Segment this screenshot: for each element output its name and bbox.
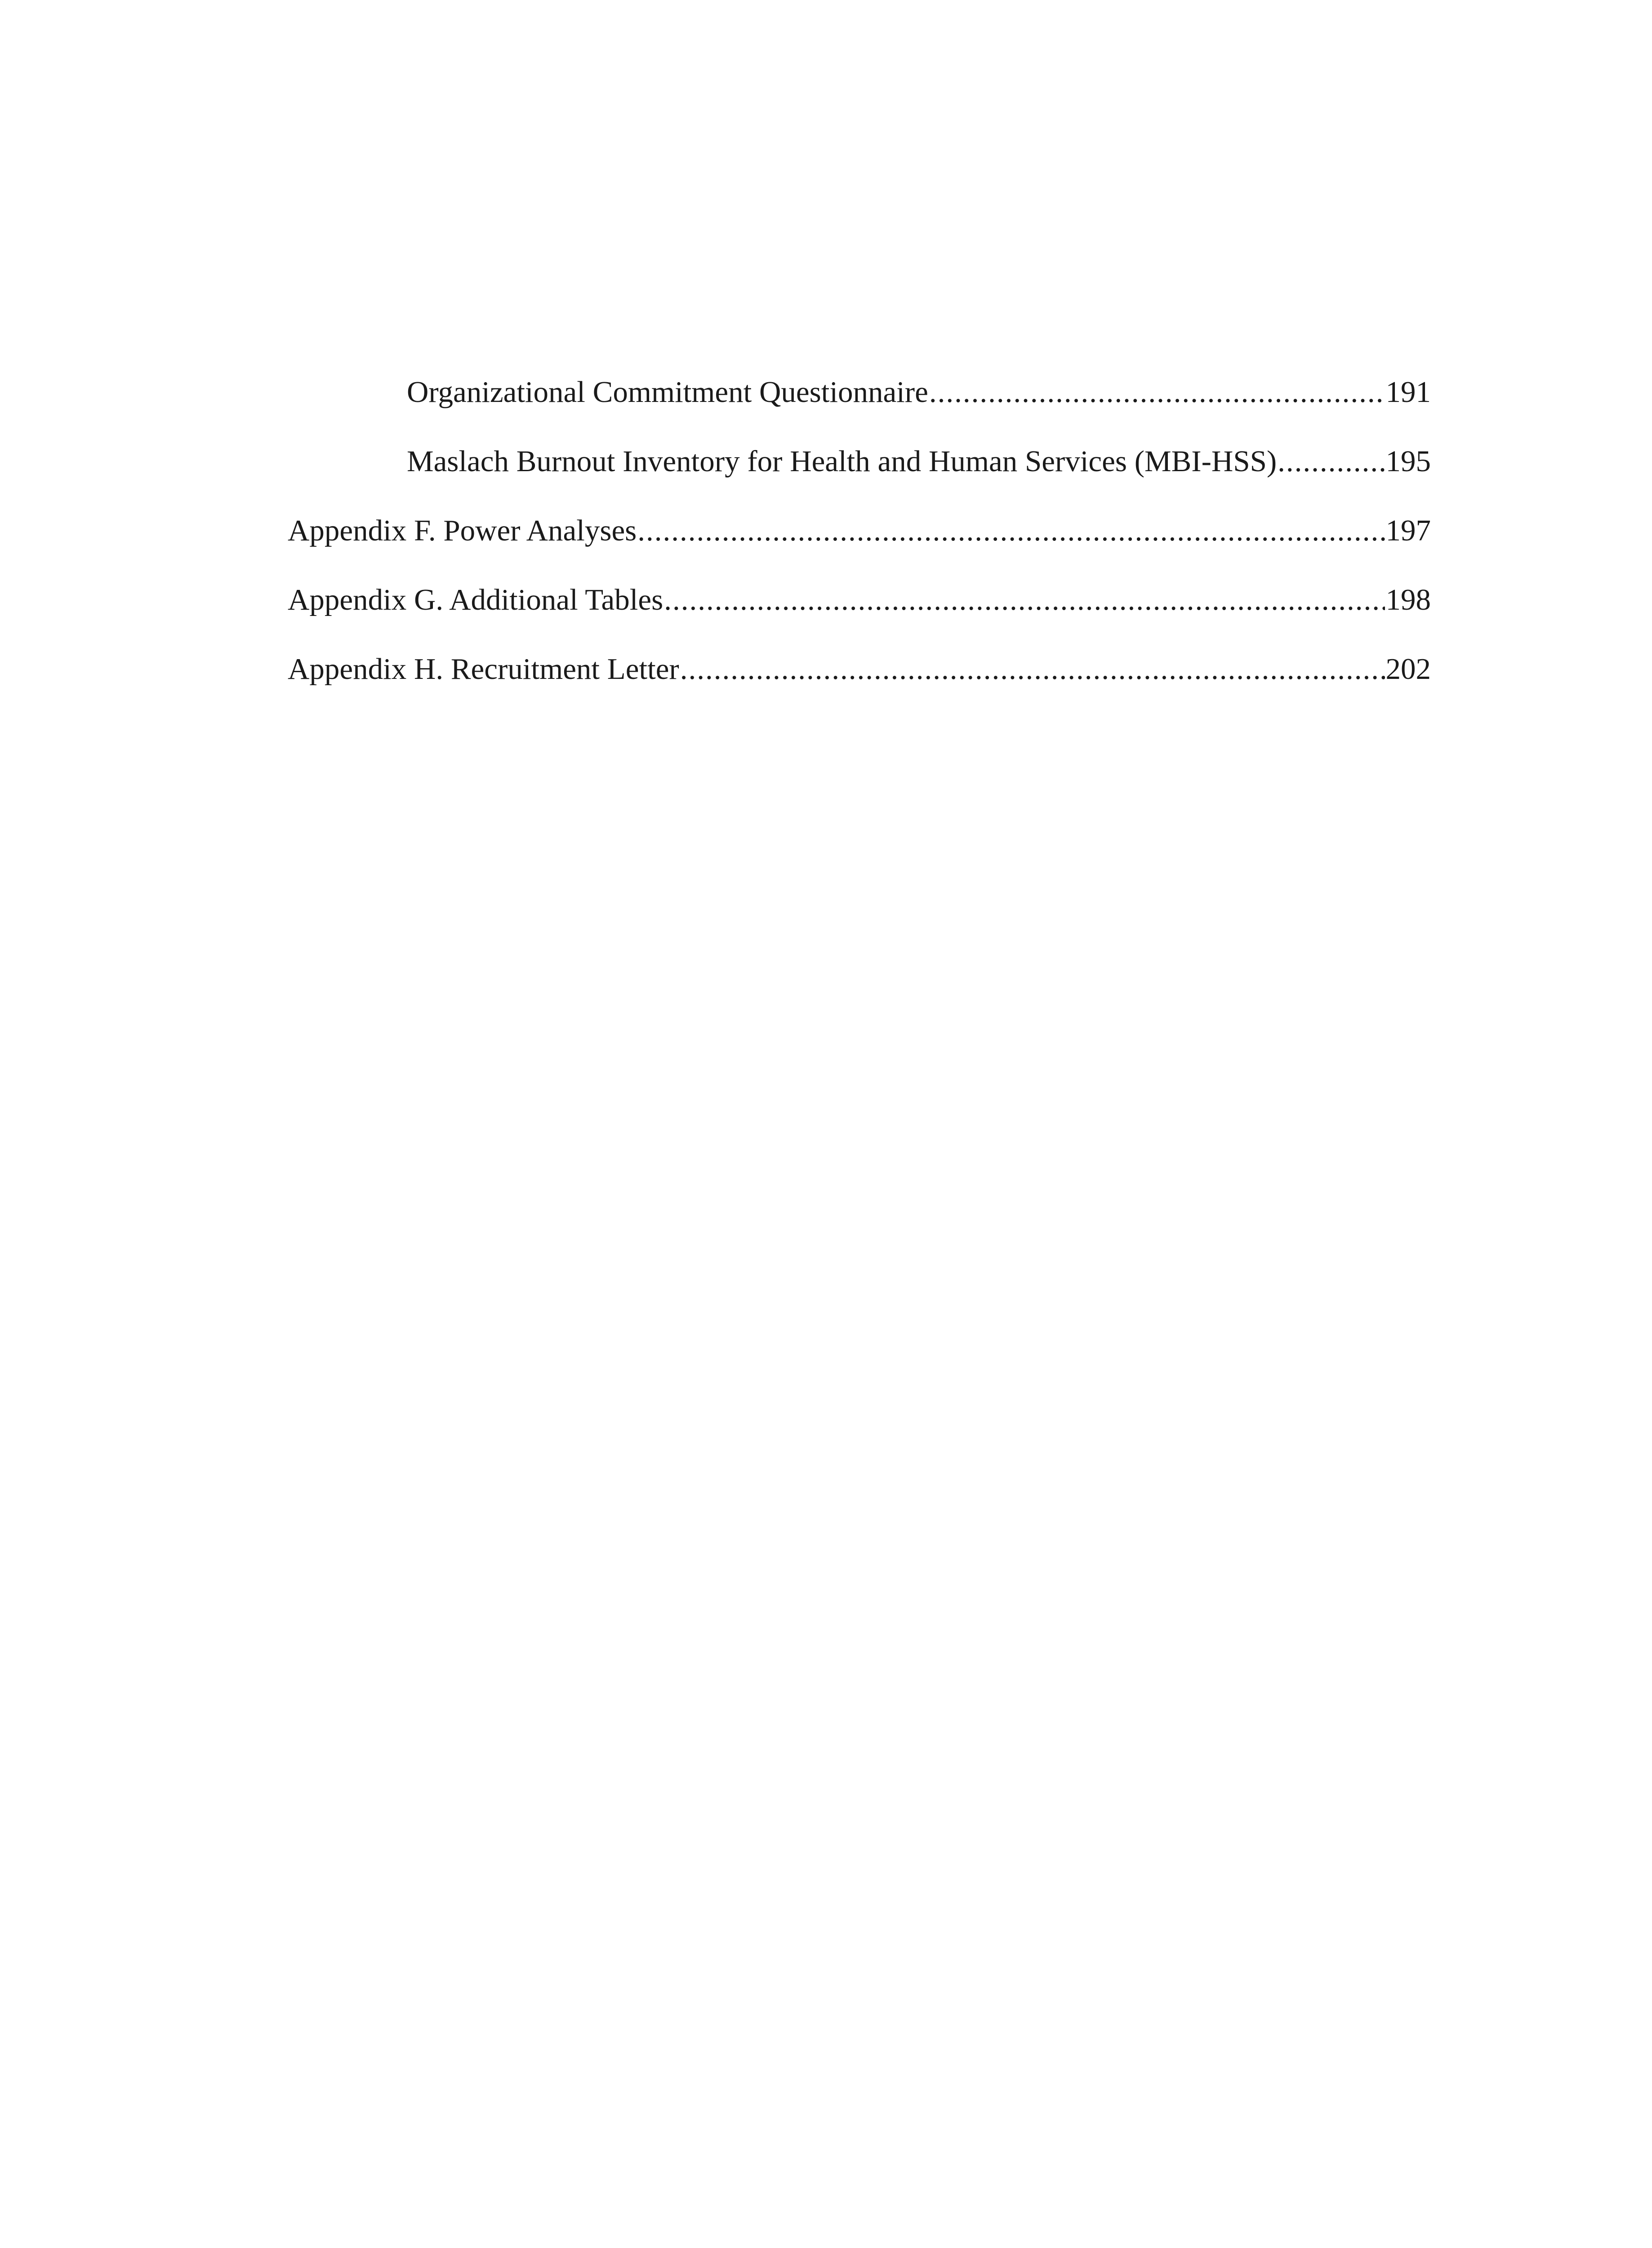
table-of-contents [288,357,1431,704]
toc-dot-leader [929,357,1385,427]
toc-dot-leader [664,565,1385,634]
toc-page-number: 202 [1385,652,1431,686]
toc-page-number: 195 [1385,445,1431,478]
toc-entry-organizational-commitment-questionnaire[interactable] [288,357,1431,427]
toc-dot-leader [1278,427,1385,496]
toc-entry-appendix-g[interactable] [288,565,1431,634]
toc-entry-label: Maslach Burnout Inventory for Health and Human Services (MBI-HSS) [407,445,1277,478]
toc-entry-label: Organizational Commitment Questionnaire [407,375,928,409]
toc-entry-appendix-f[interactable] [288,496,1431,565]
toc-entry-appendix-h[interactable] [288,634,1431,704]
toc-entry-maslach-burnout-inventory[interactable] [288,427,1431,496]
toc-page-number: 191 [1385,375,1431,409]
toc-dot-leader [680,634,1385,704]
toc-entry-label: Appendix G. Additional Tables [288,583,663,616]
toc-page-number: 198 [1385,583,1431,616]
toc-page-number: 197 [1385,514,1431,547]
toc-entry-label: Appendix F. Power Analyses [288,514,637,547]
toc-entry-label: Appendix H. Recruitment Letter [288,652,679,686]
toc-dot-leader [637,496,1385,565]
